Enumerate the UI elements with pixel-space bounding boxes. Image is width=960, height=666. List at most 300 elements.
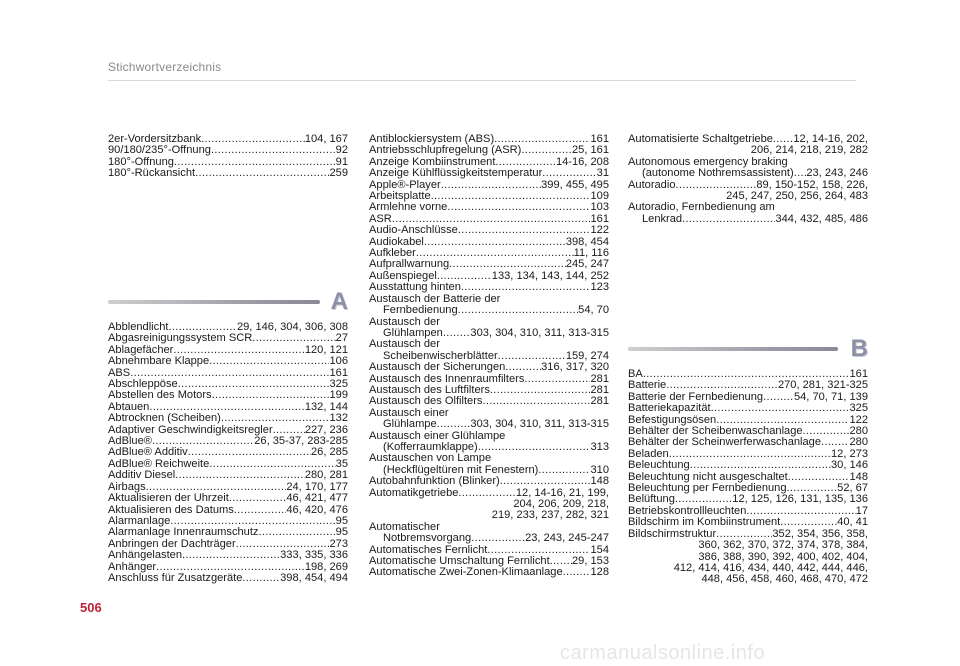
index-entry-line xyxy=(628,380,868,391)
index-entry xyxy=(108,493,348,504)
index-entry xyxy=(369,271,609,282)
dot-leader xyxy=(794,168,807,179)
page-references: 245, 247 xyxy=(565,259,609,271)
index-entry xyxy=(628,214,868,225)
index-entry xyxy=(369,202,609,213)
dot-leader xyxy=(170,516,335,527)
page-references: 12, 14-16, 202, xyxy=(793,134,868,145)
index-term: 180°-Rückansicht xyxy=(108,168,196,180)
index-entry-line xyxy=(628,449,868,460)
page-references: 106 xyxy=(329,356,348,368)
index-entry xyxy=(108,345,348,356)
index-entry-line xyxy=(369,522,609,533)
index-entry-line xyxy=(108,402,348,413)
index-entry-line xyxy=(628,202,868,213)
index-entry-line xyxy=(108,356,348,367)
page-references-continued: 448, 456, 458, 460, 468, 470, 472 xyxy=(701,574,868,586)
index-term: Automatische Zwei-Zonen-Klimaanlage xyxy=(369,567,563,579)
page-references: 29, 146, 304, 306, 308 xyxy=(236,322,348,333)
page-references-continued: 245, 247, 250, 256, 264, 483 xyxy=(726,191,868,203)
dot-leader xyxy=(130,368,329,379)
index-term: Arbeitsplatte xyxy=(369,191,431,203)
index-term: (Kofferraumklappe) xyxy=(383,441,478,453)
index-term: Aufkleber xyxy=(369,248,416,260)
index-entry-line xyxy=(108,333,348,344)
dot-leader xyxy=(173,345,304,356)
index-entry xyxy=(369,294,609,305)
index-term: Fernbedienung xyxy=(383,305,458,317)
index-term: (autonome Nothremsassistent) xyxy=(642,168,794,180)
index-entry xyxy=(628,180,868,203)
dot-leader xyxy=(195,168,329,179)
dot-leader xyxy=(188,447,311,458)
index-term: Betriebskontrollleuchten xyxy=(628,505,747,517)
index-term: Austausch einer Glühlampe xyxy=(369,430,506,442)
dot-leader xyxy=(461,282,591,293)
divider-bar xyxy=(628,347,838,351)
page-references: 89, 150-152, 158, 226, xyxy=(756,179,868,191)
page-references: 95 xyxy=(335,515,348,527)
index-entry xyxy=(369,533,609,544)
dot-leader xyxy=(643,369,850,380)
index-entry-line xyxy=(628,472,868,483)
page-references: 54, 70, 71, 139 xyxy=(793,391,868,403)
index-entry-line xyxy=(108,413,348,424)
index-term: Abtauen xyxy=(108,401,150,413)
dot-leader xyxy=(252,333,335,344)
index-term: Beleuchtung nicht ausgeschaltet xyxy=(628,471,788,483)
page-references: 333, 335, 336 xyxy=(280,550,348,562)
index-entry-line xyxy=(108,447,348,458)
index-entry xyxy=(369,408,609,419)
page-references: 17 xyxy=(855,505,868,517)
index-entry xyxy=(108,390,348,401)
index-entry xyxy=(369,339,609,350)
watermark: carmanualsonline.info xyxy=(560,642,766,664)
index-entry xyxy=(628,426,868,437)
index-term: Adaptiver Geschwindigkeitsregler xyxy=(108,424,273,436)
index-entry xyxy=(108,413,348,424)
index-entry-line xyxy=(369,191,609,202)
dot-leader xyxy=(773,134,793,145)
dot-leader xyxy=(538,465,590,476)
divider-bar xyxy=(108,300,320,304)
index-term: Airbags xyxy=(108,481,146,493)
index-column-3-top xyxy=(628,134,868,225)
index-entry xyxy=(369,385,609,396)
page-references: 280 xyxy=(849,426,868,438)
index-term: Audio-Anschlüsse xyxy=(369,225,458,237)
letter-divider-a xyxy=(108,288,348,315)
index-entry xyxy=(108,470,348,481)
index-term: AdBlue® Additiv xyxy=(108,447,188,459)
index-term: Alarmanlage xyxy=(108,515,171,527)
index-entry-line xyxy=(369,282,609,293)
page-references: 280 xyxy=(849,437,868,449)
index-letter-b: B xyxy=(850,335,868,362)
page-references: 91 xyxy=(335,156,348,168)
page-references: 398, 454 xyxy=(565,236,609,248)
index-entry xyxy=(369,465,609,476)
index-term: Autonomous emergency braking xyxy=(628,156,788,168)
page-references: 159, 274 xyxy=(565,350,609,362)
index-term: Antriebsschlupfregelung (ASR) xyxy=(369,145,522,157)
index-column-1-top xyxy=(108,134,348,180)
index-entry xyxy=(628,403,868,414)
page-references: 123 xyxy=(590,282,609,294)
dot-leader xyxy=(498,351,566,362)
index-entry-line xyxy=(369,351,609,362)
index-entry-line xyxy=(369,157,609,168)
index-entry xyxy=(628,529,868,586)
index-entry xyxy=(628,472,868,483)
index-term: Glühlampen xyxy=(383,327,443,339)
page-references: 281 xyxy=(590,384,609,396)
dot-leader xyxy=(550,556,572,567)
index-entry xyxy=(628,415,868,426)
index-entry xyxy=(108,550,348,561)
page-references-continued: 219, 233, 237, 282, 321 xyxy=(491,510,609,522)
page-references: 104, 167 xyxy=(304,134,348,145)
index-entry-line xyxy=(108,157,348,168)
index-entry xyxy=(108,333,348,344)
index-term: Befestigungsösen xyxy=(628,414,717,426)
page-references: 52, 67 xyxy=(837,483,868,495)
page-references: 161 xyxy=(849,369,868,380)
index-term: Beladen xyxy=(628,448,669,460)
index-entry xyxy=(108,368,348,379)
index-term: Anbringen der Dachträger xyxy=(108,538,236,550)
page-references: 40, 41 xyxy=(837,517,868,529)
dot-leader xyxy=(258,527,335,538)
index-entry xyxy=(369,476,609,487)
dot-leader xyxy=(234,505,287,516)
dot-leader xyxy=(437,271,492,282)
page-references: 128 xyxy=(590,567,609,579)
dot-leader xyxy=(449,259,566,270)
page-references: 31 xyxy=(596,168,609,180)
dot-leader xyxy=(494,134,590,145)
index-entry xyxy=(108,322,348,333)
page-references: 199 xyxy=(329,390,348,402)
index-entry-line xyxy=(369,385,609,396)
index-term: Scheibenwischerblätter xyxy=(383,350,498,362)
page-references: 23, 243, 246 xyxy=(806,168,868,180)
index-column-2 xyxy=(369,134,609,579)
dot-leader xyxy=(209,459,335,470)
index-entry-line xyxy=(108,516,348,527)
dot-leader xyxy=(716,415,849,426)
index-entry xyxy=(369,180,609,191)
dot-leader xyxy=(746,506,855,517)
index-term: Belüftung xyxy=(628,494,675,506)
page-references: 26, 285 xyxy=(310,447,348,459)
page-references: 310 xyxy=(590,464,609,476)
index-entry-line xyxy=(369,305,609,316)
index-entry xyxy=(108,459,348,470)
index-term: Behälter der Scheinwerferwaschanlage xyxy=(628,437,822,449)
index-entry-line xyxy=(369,374,609,385)
dot-leader xyxy=(505,362,541,373)
page-references: 12, 273 xyxy=(830,448,868,460)
page-references: 46, 420, 476 xyxy=(286,504,348,516)
page-references: 325 xyxy=(329,379,348,391)
index-term: Abtrocknen (Scheiben) xyxy=(108,413,221,425)
dot-leader xyxy=(676,180,757,191)
dot-leader xyxy=(174,157,336,168)
dot-leader xyxy=(487,545,590,556)
page-references: 95 xyxy=(335,527,348,539)
dot-leader xyxy=(763,392,794,403)
index-entry-line xyxy=(628,437,868,448)
index-term: Austausch des Luftfilters xyxy=(369,384,490,396)
index-entry-line xyxy=(628,415,868,426)
dot-leader xyxy=(458,488,515,499)
index-term: Anhänger xyxy=(108,561,157,573)
index-entry-line xyxy=(108,562,348,573)
page-references: 161 xyxy=(329,367,348,379)
page-references: 259 xyxy=(329,168,348,180)
dot-leader xyxy=(669,449,831,460)
index-term: Behälter der Scheibenwaschanlage xyxy=(628,426,803,438)
dot-leader xyxy=(437,419,471,430)
index-entry xyxy=(369,305,609,316)
header-divider xyxy=(108,80,856,81)
page-references: 24, 170, 177 xyxy=(286,481,348,493)
index-entry xyxy=(628,134,868,157)
index-term: Bildschirmstruktur xyxy=(628,528,717,540)
index-entry xyxy=(369,168,609,179)
dot-leader xyxy=(273,425,305,436)
index-entry xyxy=(628,202,868,213)
dot-leader xyxy=(821,437,849,448)
page-references: 281 xyxy=(590,373,609,385)
page-references: 352, 354, 356, 358, xyxy=(772,528,868,540)
dot-leader xyxy=(666,380,778,391)
index-term: Batteriekapazität xyxy=(628,403,711,415)
index-entry xyxy=(369,225,609,236)
page-references: 313 xyxy=(590,441,609,453)
index-entry xyxy=(369,396,609,407)
page-references-continued: 206, 214, 218, 219, 282 xyxy=(750,145,868,157)
index-entry xyxy=(108,425,348,436)
index-term: Autoradio xyxy=(628,179,676,191)
index-term: Austausch einer xyxy=(369,407,449,419)
index-entry-line xyxy=(108,573,348,584)
dot-leader xyxy=(716,529,772,540)
index-entry xyxy=(628,437,868,448)
index-entry xyxy=(369,567,609,578)
index-term: Abschleppöse xyxy=(108,379,178,391)
index-entry xyxy=(108,447,348,458)
dot-leader xyxy=(201,134,305,145)
page-references: 92 xyxy=(335,145,348,157)
index-entry-line xyxy=(628,134,868,145)
page-references: 161 xyxy=(590,213,609,225)
index-entry xyxy=(369,282,609,293)
index-entry-line xyxy=(369,362,609,373)
dot-leader xyxy=(242,573,280,584)
dot-leader xyxy=(447,202,590,213)
dot-leader xyxy=(149,402,304,413)
index-term: ABS xyxy=(108,367,131,379)
dot-leader xyxy=(175,470,305,481)
index-entry xyxy=(369,214,609,225)
index-entry xyxy=(108,134,348,145)
index-entry xyxy=(369,442,609,453)
index-entry-line xyxy=(628,403,868,414)
index-term: Ausstattung hinten xyxy=(369,282,461,294)
dot-leader xyxy=(563,567,591,578)
index-entry-line xyxy=(628,426,868,437)
index-entry-line xyxy=(369,294,609,305)
page-references: 35 xyxy=(335,458,348,470)
index-entry-line xyxy=(628,460,868,471)
index-entry-line xyxy=(369,180,609,191)
index-term: Aufprallwarnung xyxy=(369,259,450,271)
dot-leader xyxy=(803,426,850,437)
index-entry xyxy=(628,517,868,528)
page-references: 54, 70 xyxy=(578,305,609,317)
index-term: Autobahnfunktion (Blinker) xyxy=(369,476,500,488)
page-references: 132, 144 xyxy=(304,401,348,413)
page-references: 325 xyxy=(849,403,868,415)
dot-leader xyxy=(542,168,596,179)
index-entry xyxy=(628,494,868,505)
index-entry-line xyxy=(108,368,348,379)
index-entry-line xyxy=(369,134,609,145)
index-entry xyxy=(108,402,348,413)
index-entry-line xyxy=(369,248,609,259)
index-entry-line xyxy=(369,408,609,419)
index-entry-line xyxy=(108,390,348,401)
index-term: Austausch der Batterie der xyxy=(369,293,501,305)
page-references: 281 xyxy=(590,396,609,408)
index-term: Beleuchtung xyxy=(628,460,690,472)
page-references: 399, 455, 495 xyxy=(541,179,609,191)
index-term: Anhängelasten xyxy=(108,550,183,562)
index-entry-line xyxy=(108,436,348,447)
dot-leader xyxy=(146,482,287,493)
index-entry-line xyxy=(369,396,609,407)
letter-divider-b xyxy=(628,335,868,362)
index-term: Bildschirm im Kombiinstrument xyxy=(628,517,781,529)
index-entry xyxy=(369,328,609,339)
index-entry-line xyxy=(369,431,609,442)
index-entry-line xyxy=(108,493,348,504)
index-term: ASR xyxy=(369,213,392,225)
page-references: 303, 304, 310, 311, 313-315 xyxy=(470,327,609,339)
dot-leader xyxy=(495,157,556,168)
index-entry-line xyxy=(369,271,609,282)
page-references-continued: 386, 388, 390, 392, 400, 402, 404, xyxy=(698,551,868,563)
index-term: Abblendlicht xyxy=(108,322,169,333)
index-entry xyxy=(369,362,609,373)
index-term: 90/180/235°-Öffnung xyxy=(108,145,211,157)
index-entry-line xyxy=(369,488,609,499)
dot-leader xyxy=(788,472,850,483)
page-references: 273 xyxy=(329,538,348,550)
index-entry xyxy=(108,482,348,493)
index-term: Automatische Umschaltung Fernlicht xyxy=(369,556,550,568)
dot-leader xyxy=(521,145,572,156)
index-term: BA xyxy=(628,369,643,380)
page-references: 148 xyxy=(849,471,868,483)
dot-leader xyxy=(168,322,237,333)
index-entry xyxy=(628,506,868,517)
index-term: Austausch des Ölfilters xyxy=(369,396,483,408)
page-references: 11, 116 xyxy=(573,248,609,260)
index-term: Batterie xyxy=(628,380,667,392)
index-entry-line xyxy=(108,482,348,493)
index-entry-line xyxy=(369,202,609,213)
dot-leader xyxy=(524,374,590,385)
index-entry-line xyxy=(369,168,609,179)
index-term: Aktualisieren der Uhrzeit xyxy=(108,493,229,505)
index-term: Glühlampe xyxy=(383,419,437,431)
index-term: Alarmanlage Innenraumschutz xyxy=(108,527,259,539)
index-term: Apple®-Player xyxy=(369,179,441,191)
index-entry-line xyxy=(369,556,609,567)
index-term: AdBlue® xyxy=(108,436,152,448)
page-references: 161 xyxy=(590,134,609,145)
index-entry xyxy=(628,157,868,168)
dot-leader xyxy=(156,562,305,573)
index-entry-line xyxy=(628,529,868,540)
dot-leader xyxy=(221,413,330,424)
dot-leader xyxy=(441,180,541,191)
index-entry-line xyxy=(628,483,868,494)
page-references: 12, 125, 126, 131, 135, 136 xyxy=(732,494,868,506)
section-title: Stichwortverzeichnis xyxy=(108,60,222,74)
dot-leader xyxy=(675,494,732,505)
page-references: 109 xyxy=(590,191,609,203)
dot-leader xyxy=(182,550,280,561)
index-entry xyxy=(108,539,348,550)
index-entry xyxy=(628,449,868,460)
page-references: 14-16, 208 xyxy=(555,156,609,168)
index-entry-line xyxy=(108,345,348,356)
index-entry-line xyxy=(369,259,609,270)
index-term: Anzeige Kühlflüssigkeitstemperatur xyxy=(369,168,543,180)
index-entry xyxy=(369,317,609,328)
index-term: Lenkrad xyxy=(642,213,683,225)
index-entry-line xyxy=(369,145,609,156)
index-entry-line xyxy=(369,442,609,453)
dot-leader xyxy=(482,396,590,407)
index-entry-line xyxy=(108,145,348,156)
index-entry-line xyxy=(628,180,868,191)
dot-leader xyxy=(229,493,286,504)
dot-leader xyxy=(431,191,591,202)
index-entry-line xyxy=(369,214,609,225)
dot-leader xyxy=(211,145,336,156)
index-term: Austausch der Sicherungen xyxy=(369,362,506,374)
index-entry xyxy=(369,145,609,156)
index-term: Austausch der xyxy=(369,339,440,351)
dot-leader xyxy=(209,356,329,367)
index-term: 180°-Öffnung xyxy=(108,156,174,168)
index-entry xyxy=(628,168,868,179)
index-entry-line xyxy=(628,369,868,380)
index-entry-line xyxy=(108,539,348,550)
index-entry-line xyxy=(628,214,868,225)
dot-leader xyxy=(458,225,591,236)
index-entry xyxy=(628,483,868,494)
page-references: 316, 317, 320 xyxy=(541,362,609,374)
dot-leader xyxy=(690,460,831,471)
index-entry xyxy=(628,460,868,471)
